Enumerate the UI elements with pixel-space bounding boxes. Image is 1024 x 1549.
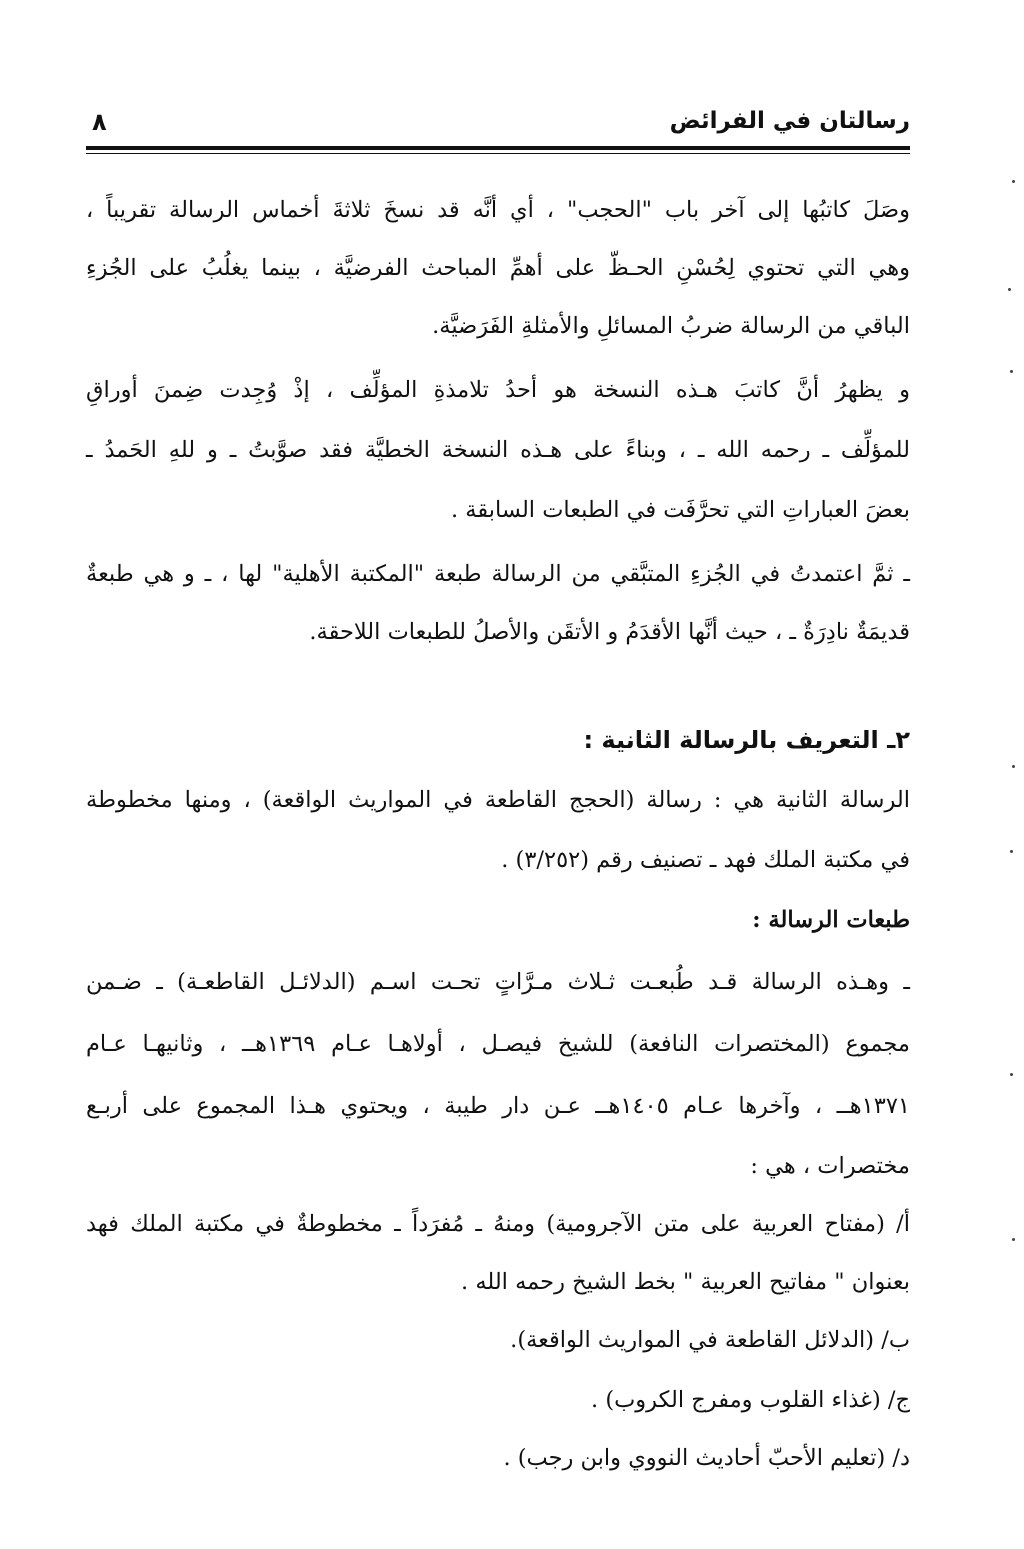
editions-line: مجموع (المختصرات النافعة) للشيخ فيصـل ، أولاهـا عـام ١٣٦٩هــ ، وثانيهـا عـام	[86, 1031, 910, 1057]
running-head	[86, 108, 910, 144]
scan-speck	[1010, 850, 1013, 853]
paragraph1-line: وهي التي تحتوي لِحُسْنِ الحـظّ على أهمِّ المباحث الفرضيَّة ، بينما يغلُبُ على الجُزءِ	[86, 255, 910, 281]
scan-speck	[1012, 765, 1015, 768]
section2-intro-line: الرسالة الثانية هي : رسالة (الحجج القاطعة في المواريث الواقعة) ، ومنها مخطوطة	[86, 787, 910, 813]
scan-speck	[1010, 370, 1013, 373]
paragraph2-line: و يظهرُ أنَّ كاتبَ هـذه النسخة هو أحدُ تلامذةِ المؤلِّف ، إذْ وُجِدت ضِمنَ أوراقِ	[86, 377, 910, 403]
paragraph3-line: ـ ثمَّ اعتمدتُ في الجُزءِ المتبَّقي من الرسالة طبعة "المكتبة الأهلية" لها ، ـ و هي طبعةٌ	[86, 561, 910, 587]
paragraph1-line: وصَلَ كاتبُها إلى آخر باب "الحجب" ، أي أنَّه قد نسخَ ثلاثةَ أخماس الرسالة تقريباً ،	[86, 197, 910, 223]
paragraph3-line: قديمَةٌ نادِرَةٌ ـ ، حيث أنَّها الأقدَمُ و الأتقَن والأصلُ للطبعات اللاحقة.	[309, 619, 910, 645]
paragraph2-line: بعضَ العباراتِ التي تحرَّفَت في الطبعات السابقة .	[451, 497, 910, 523]
scan-speck	[1008, 288, 1011, 291]
section2-heading: ٢ـ التعريف بالرسالة الثانية :	[583, 726, 910, 754]
section2-intro-line: في مكتبة الملك فهد ـ تصنيف رقم (٣/٢٥٢) .	[501, 847, 910, 873]
list-item: أ/ (مفتاح العربية على متن الآجرومية) ومنهُ ـ مُفرَداً ـ مخطوطةٌ في مكتبة الملك فهد	[86, 1211, 910, 1237]
header-rule-thick	[86, 146, 910, 150]
editions-line: ـ وهـذه الرسالة قـد طُبعـت ثـلاث مـرَّاتٍ تحـت اسـم (الدلائـل القاطعـة) ـ ضـمن	[86, 969, 910, 995]
paragraph1-line: الباقي من الرسالة ضربُ المسائلِ والأمثلةِ الفَرَضيَّة.	[432, 313, 910, 339]
list-item: د/ (تعليم الأحبّ أحاديث النووي وابن رجب) .	[503, 1445, 910, 1471]
scan-speck	[1012, 180, 1015, 183]
book-title: رسالتان في الفرائض	[669, 108, 910, 134]
list-item: ب/ (الدلائل القاطعة في المواريث الواقعة).	[510, 1327, 910, 1353]
scan-speck	[1012, 1238, 1015, 1241]
editions-line: مختصرات ، هي :	[750, 1153, 910, 1179]
scan-speck	[1010, 1073, 1013, 1076]
editions-line: ١٣٧١هــ ، وآخرها عـام ١٤٠٥هــ عـن دار طيبة ، ويحتوي هـذا المجموع على أربـع	[86, 1093, 910, 1119]
list-item: بعنوان " مفاتيح العربية " بخط الشيخ رحمه الله .	[461, 1269, 910, 1295]
header-rule-thin	[86, 153, 910, 154]
page-number: ٨	[92, 108, 107, 136]
paragraph2-line: للمؤلِّف ـ رحمه الله ـ ، وبناءً على هـذه النسخة الخطيَّة فقد صوَّبتُ ـ و للهِ الحَمدُ ـ	[86, 437, 910, 463]
editions-subheading: طبعات الرسالة :	[752, 907, 910, 933]
list-item: ج/ (غذاء القلوب ومفرج الكروب) .	[591, 1387, 910, 1413]
